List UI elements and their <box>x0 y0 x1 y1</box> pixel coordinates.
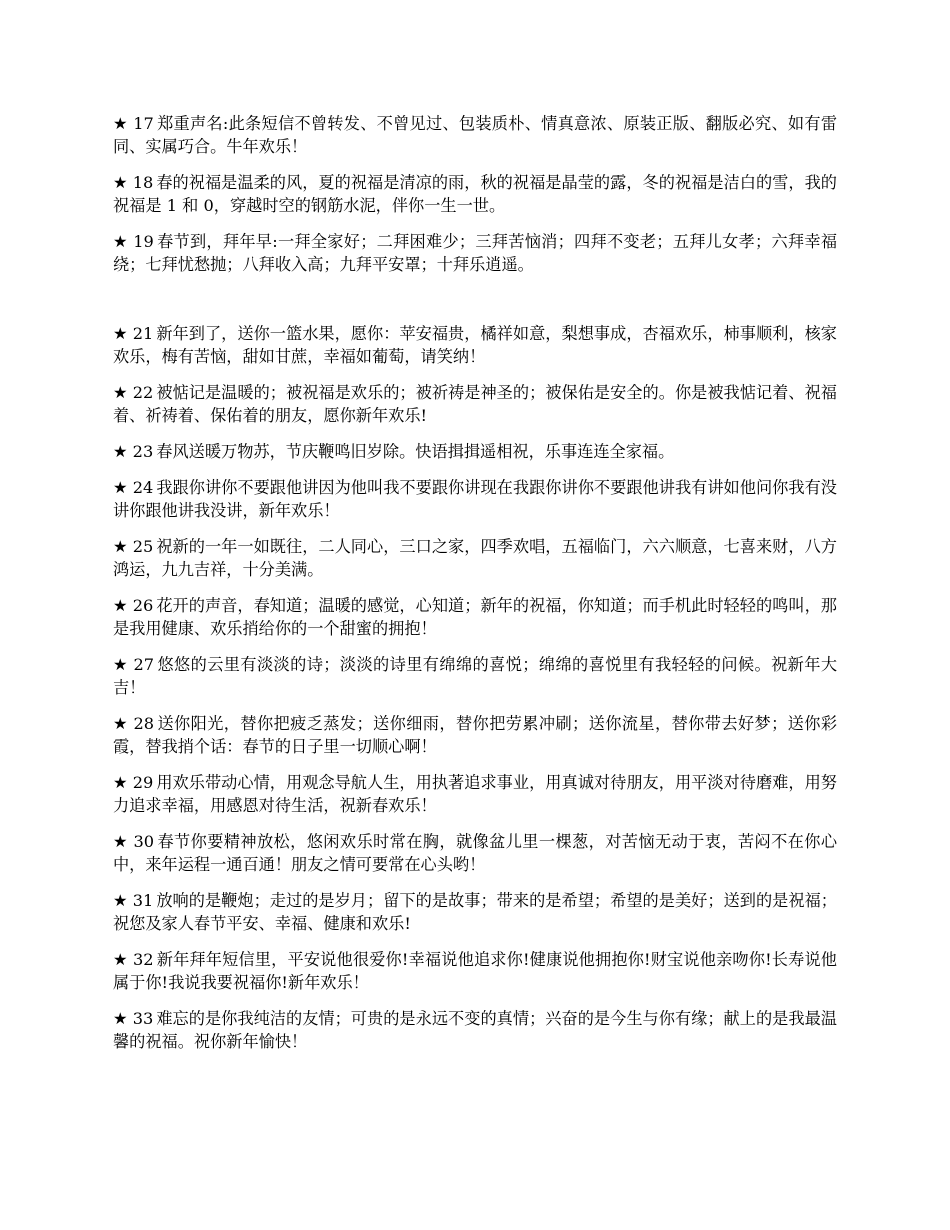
entry-25 <box>113 535 837 581</box>
entry-number: 25 <box>132 537 154 556</box>
entry-text: 送你阳光，替你把疲乏蒸发；送你细雨，替你把劳累冲刷；送你流星，替你带去好梦；送你彩霞，替我捎个话：春节的日子里一切顺心啊！ <box>113 714 838 756</box>
entry-text: 我跟你讲你不要跟他讲因为他叫我不要跟你讲现在我跟你讲你不要跟他讲我有讲如他问你我有没讲你跟他讲我没讲，新年欢乐！ <box>113 478 837 520</box>
entry-text: 春的祝福是温柔的风，夏的祝福是清凉的雨，秋的祝福是晶莹的露，冬的祝福是洁白的雪，我的祝福是 1 和 0，穿越时空的钢筋水泥，伴你一生一世。 <box>113 173 837 215</box>
entry-number: 17 <box>133 114 154 133</box>
entry-text: 春节你要精神放松，悠闲欢乐时常在胸，就像盆儿里一棵葱，对苦恼无动于衷，苦闷不在你心中，来年运程一通百通！朋友之情可要常在心头哟！ <box>113 832 838 874</box>
entry-text: 花开的声音，春知道；温暖的感觉，心知道；新年的祝福，你知道；而手机此时轻轻的鸣叫，那是我用健康、欢乐捎给你的一个甜蜜的拥抱！ <box>113 596 837 638</box>
entry-number: 29 <box>132 773 154 792</box>
entry-text: 春风送暖万物苏，节庆鞭鸣旧岁除。快语揖揖遥相祝，乐事连连全家福。 <box>156 442 675 461</box>
star-bullet-icon: ★ <box>113 773 128 792</box>
star-bullet-icon: ★ <box>113 714 128 733</box>
entry-number: 26 <box>132 596 154 615</box>
entry-17 <box>113 112 837 158</box>
entry-number: 30 <box>133 832 155 851</box>
entry-text: 悠悠的云里有淡淡的诗；淡淡的诗里有绵绵的喜悦；绵绵的喜悦里有我轻轻的问候。祝新年大吉！ <box>113 655 838 697</box>
entry-text: 春节到，拜年早:一拜全家好；二拜困难少；三拜苦恼消；四拜不变老；五拜儿女孝；六拜幸福绕；七拜忧愁抛；八拜收入高；九拜平安罩；十拜乐逍遥。 <box>113 232 838 274</box>
entry-text: 被惦记是温暖的；被祝福是欢乐的；被祈祷是神圣的；被保佑是安全的。你是被我惦记着、祝福着、祈祷着、保佑着的朋友，愿你新年欢乐! <box>113 383 837 425</box>
star-bullet-icon: ★ <box>113 537 128 556</box>
entry-text: 新年拜年短信里，平安说他很爱你!幸福说他追求你!健康说他拥抱你!财宝说他亲吻你!长寿说他属于你!我说我要祝福你!新年欢乐！ <box>113 950 837 992</box>
star-bullet-icon: ★ <box>113 173 128 192</box>
entry-number: 31 <box>132 891 154 910</box>
entry-24 <box>113 476 837 522</box>
star-bullet-icon: ★ <box>113 891 128 910</box>
star-bullet-icon: ★ <box>113 383 128 402</box>
entry-22 <box>113 381 837 427</box>
entry-number: 27 <box>133 655 155 674</box>
entry-number: 19 <box>133 232 154 251</box>
entry-19 <box>113 230 837 276</box>
entry-28 <box>113 712 837 758</box>
entry-30 <box>113 830 837 876</box>
entry-text: 新年到了，送你一篮水果，愿你：苹安福贵，橘祥如意，梨想事成，杏福欢乐，柿事顺利，核家欢乐，梅有苦恼，甜如甘蔗，幸福如葡萄，请笑纳！ <box>113 324 837 366</box>
star-bullet-icon: ★ <box>113 442 128 461</box>
entry-number: 21 <box>132 324 154 343</box>
star-bullet-icon: ★ <box>113 950 128 969</box>
star-bullet-icon: ★ <box>113 655 128 674</box>
entry-33 <box>113 1007 837 1053</box>
entry-number: 22 <box>132 383 154 402</box>
entry-number: 18 <box>132 173 154 192</box>
entry-18 <box>113 171 837 217</box>
entry-31 <box>113 889 837 935</box>
entry-21 <box>113 322 837 368</box>
star-bullet-icon: ★ <box>113 596 128 615</box>
entry-27 <box>113 653 837 699</box>
entry-number: 24 <box>132 478 154 497</box>
entry-text: 难忘的是你我纯洁的友情；可贵的是永远不变的真情；兴奋的是今生与你有缘；献上的是我最温馨的祝福。祝你新年愉快！ <box>113 1009 837 1051</box>
entry-32 <box>113 948 837 994</box>
star-bullet-icon: ★ <box>113 232 128 251</box>
star-bullet-icon: ★ <box>113 478 128 497</box>
entry-23 <box>113 440 837 463</box>
star-bullet-icon: ★ <box>113 832 128 851</box>
entry-number: 28 <box>133 714 155 733</box>
entry-26 <box>113 594 837 640</box>
entry-text: 祝新的一年一如既往，二人同心，三口之家，四季欢唱，五福临门，六六顺意，七喜来财，八方鸿运，九九吉祥，十分美满。 <box>113 537 837 579</box>
star-bullet-icon: ★ <box>113 324 128 343</box>
star-bullet-icon: ★ <box>113 114 128 133</box>
entry-text: 放响的是鞭炮；走过的是岁月；留下的是故事；带来的是希望；希望的是美好；送到的是祝福；祝您及家人春节平安、幸福、健康和欢乐! <box>113 891 837 933</box>
entry-29 <box>113 771 837 817</box>
entry-number: 23 <box>132 442 154 461</box>
entry-number: 33 <box>132 1009 154 1028</box>
entry-text: 用欢乐带动心情，用观念导航人生，用执著追求事业，用真诚对待朋友，用平淡对待磨难，用努力追求幸福，用感恩对待生活，祝新春欢乐！ <box>113 773 837 815</box>
star-bullet-icon: ★ <box>113 1009 128 1028</box>
document-body <box>113 112 837 1066</box>
entry-text: 郑重声名:此条短信不曾转发、不曾见过、包装质朴、情真意浓、原装正版、翻版必究、如有雷同、实属巧合。牛年欢乐！ <box>113 114 838 156</box>
entry-number: 32 <box>132 950 154 969</box>
